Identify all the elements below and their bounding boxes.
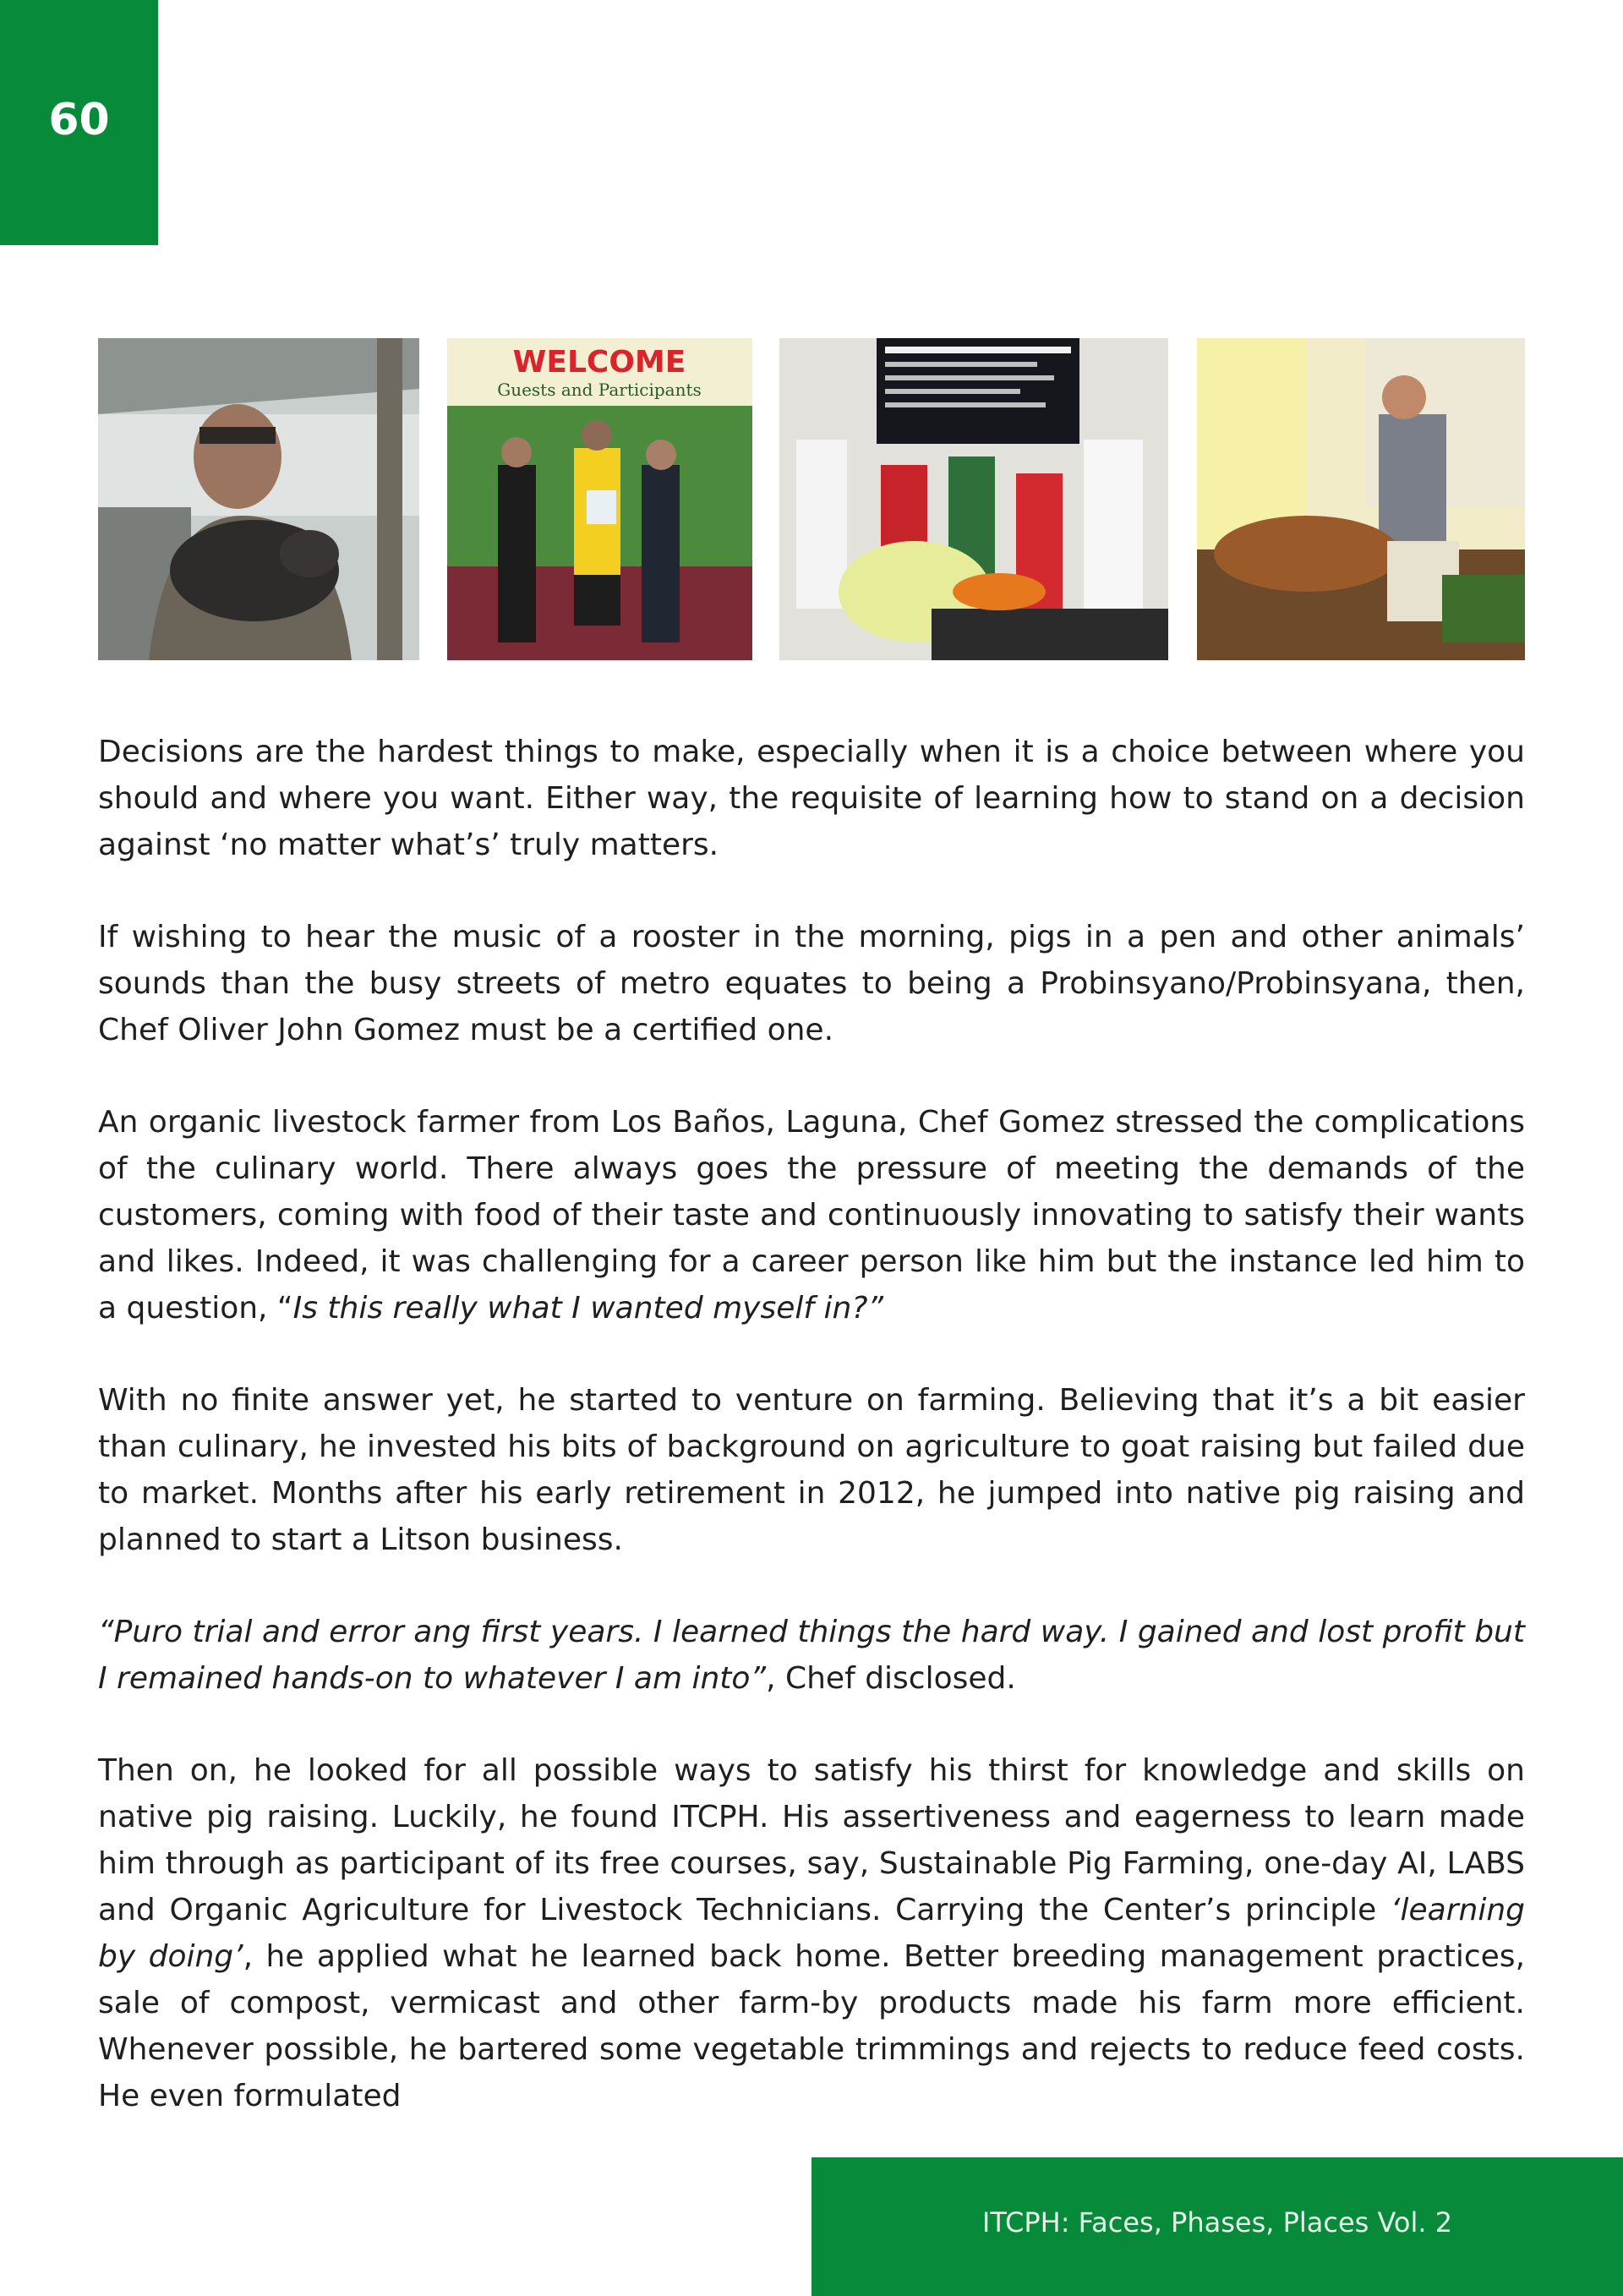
photo-welcome-banner-group [447,338,752,660]
paragraph-5-attribution: , Chef disclosed. [766,1661,1016,1696]
paragraph-3-text: An organic livestock farmer from Los Baños, Laguna, Chef Gomez stressed the complications of the culinary world. There always goes the pressure of meeting the demands of the customers, coming with food of their taste and continuously innovating to satisfy their wants and likes. Indeed, it was challenging for a career person like him but the instance led him to a question, “ [98,1105,1525,1326]
footer-band [812,2157,1623,2296]
photo-banner-subtitle: Guests and Participants [497,380,702,400]
photo-man-holding-pig [98,338,419,660]
photo-roasted-pig-table [1197,338,1525,660]
page-number: 60 [48,95,110,145]
paragraph-3 [98,1099,1525,1331]
paragraph-6-italic-principle: ‘learning by doing’ [98,1893,1525,1974]
paragraph-4: With no finite answer yet, he started to venture on farming. Believing that it’s a bit easier than culinary, he invested his bits of background on agriculture to goat raising but failed due to market. Months after his early retirement in 2012, he jumped into native pig raising and planned to start a Litson business. [98,1383,1525,1557]
paragraph-6-tail: , he applied what he learned back home. Better breeding management practices, sale of compost, vermicast and other farm-by products made his farm more efficient. Whenever possible, he bartered some vegetable trimmings and rejects to reduce feed costs. He even formulated [98,1939,1526,2113]
paragraph-1: Decisions are the hardest things to make, especially when it is a choice between where you should and where you want. Either way, the requisite of learning how to stand on a decision against ‘no matter what’s’ truly matters. [98,735,1525,862]
paragraph-5-quote: “Puro trial and error ang first years. I learned things the hard way. I gained and lost profit but I remained hands-on to whatever I am into” [98,1615,1525,1696]
paragraph-6-text: Then on, he looked for all possible ways to satisfy his thirst for knowledge and skills on native pig raising. Luckily, he found ITCPH. His assertiveness and eagerness to learn made him through as participant of its free courses, say, Sustainable Pig Farming, one-day AI, LABS and Organic Agriculture for Livestock Technicians. Carrying the Center’s principle [98,1753,1525,1927]
paragraph-5 [98,1609,1525,1702]
footer-publication-title: ITCPH: Faces, Phases, Places Vol. 2 [981,2206,1453,2239]
article-body [98,729,1525,2119]
photo-banner-title: WELCOME [512,345,686,380]
paragraph-2: If wishing to hear the music of a rooster in the morning, pigs in a pen and other animals’ sounds than the busy streets of metro equates to being a Probinsyano/Probinsyana, then, Chef Oliver John Gomez must be a certified one. [98,920,1525,1047]
page-number-tab [0,0,158,245]
paragraph-6 [98,1747,1525,2119]
paragraph-3-italic-question: Is this really what I wanted myself in?” [292,1291,884,1326]
photo-group-with-screen [779,338,1168,660]
